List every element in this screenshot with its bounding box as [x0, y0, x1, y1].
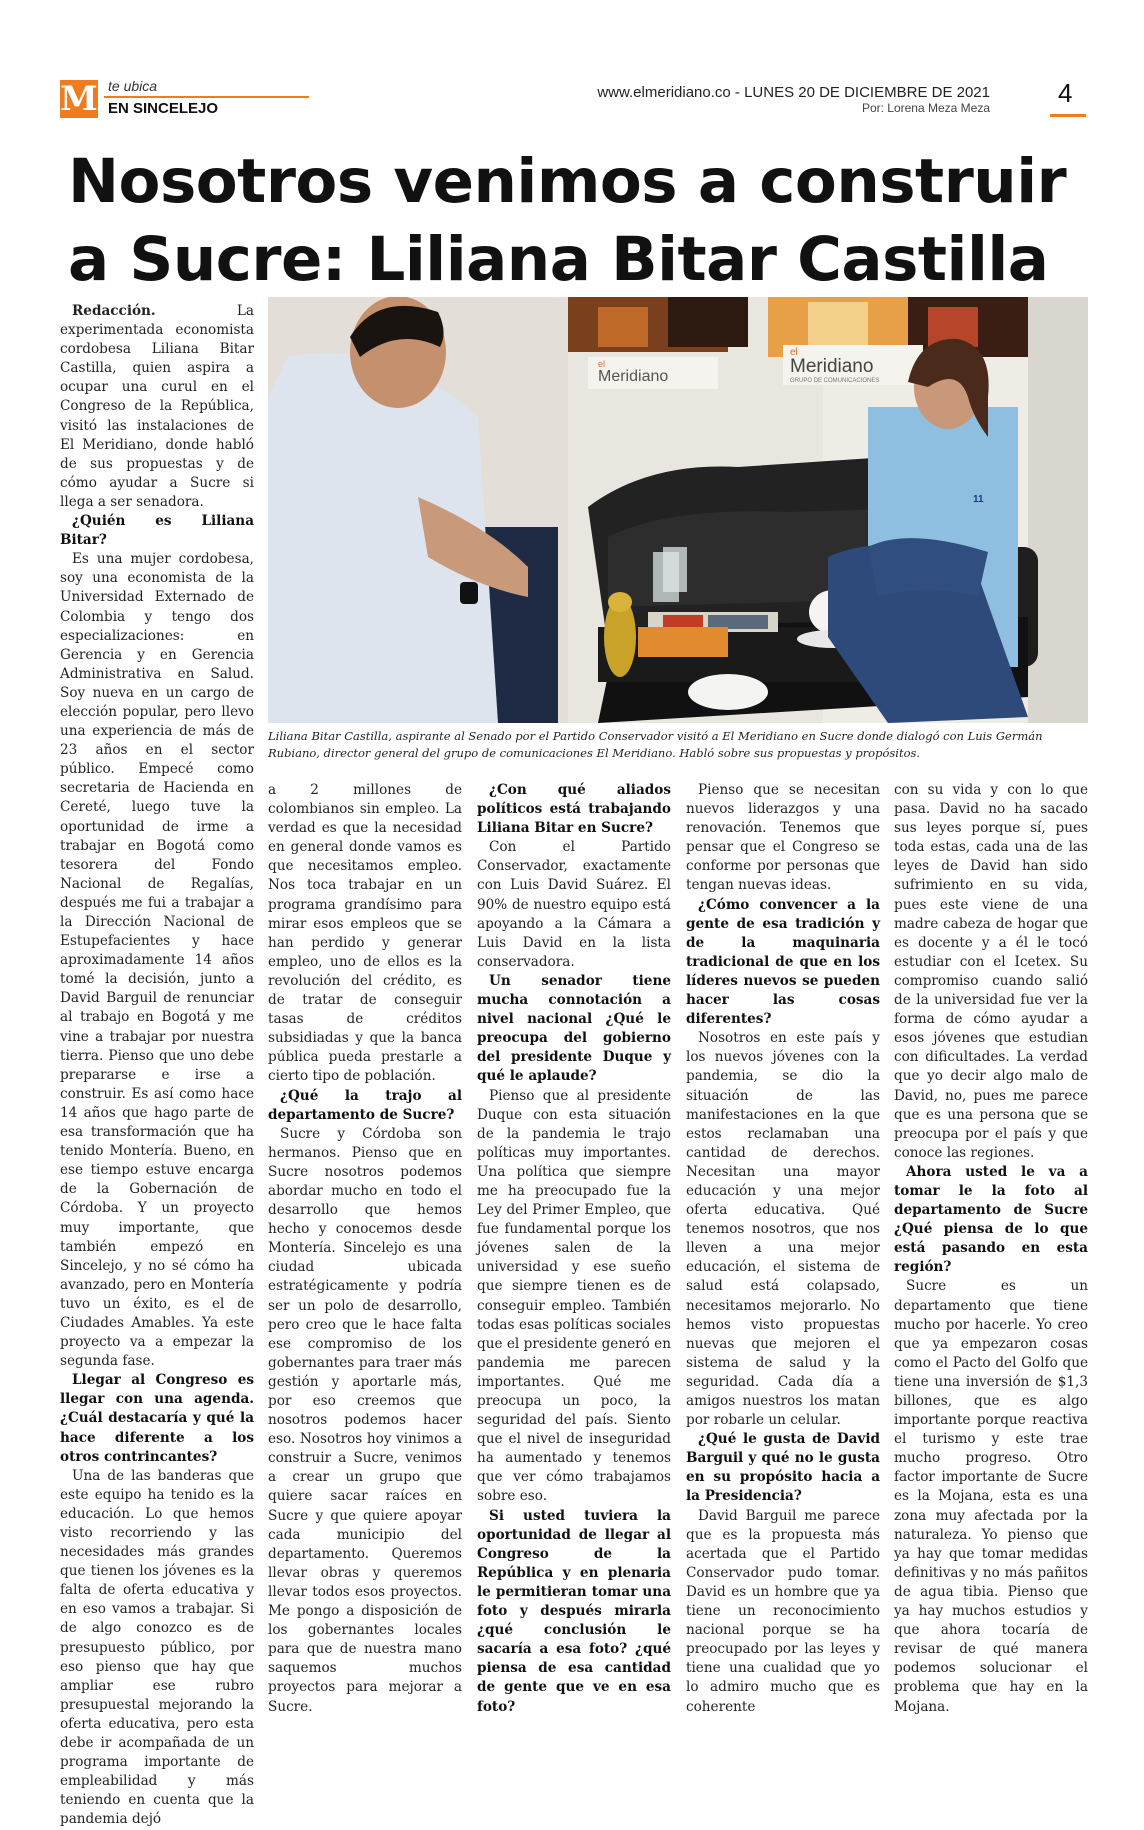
text-column-4 [686, 781, 880, 1717]
sign-right-name: Meridiano [790, 356, 874, 377]
question-3: ¿Qué la trajo al departamento de Sucre? [268, 1087, 462, 1123]
text-column-5 [894, 781, 1088, 1717]
lead-paragraph [60, 302, 254, 512]
section-tagline-top: te ubica [108, 78, 158, 94]
section-tagline-bottom: EN SINCELEJO [108, 100, 219, 117]
answer-3: Sucre y Córdoba son hermanos. Pienso que en Sucre nosotros podemos abordar mucho en todo el desarrollo que hemos hecho y conocemos desde Montería. Sincelejo es una ciudad ubicada estratégicamente y podría ser un polo de desarrollo, pero creo que le hace falta ese compromiso de los gobernantes para traer más gestión y aportarle más, por eso creemos que nosotros podemos hacer eso. Nosotros hoy vinimos a construir a Sucre, venimos a crear un grupo que quiere sacar raíces en Sucre y que quiere apoyar cada municipio del departamento. Queremos llevar obras y queremos llevar todos esos proyectos. Me pongo a disposición de los gobernantes locales para que de nuestra mano saquemos muchos proyectos para mejorar a Sucre. [268, 1125, 462, 1715]
answer-9: Sucre es un departamento que tiene mucho por hacerle. Yo creo que ya empezaron cosas como el Pacto del Golfo que tiene una inversión de $1,3 billones, que es algo importante porque reactiva el turismo y este trae mucho progreso. Otro factor importante de Sucre es la Mojana, esta es una zona muy afectada por la naturaleza. Yo pienso que ya hay que tomar medidas definitivas y no más pañitos de agua tibia. Pienso que ya hay muchos estudios y que ahora tocaría de revisar de qué manera podemos solucionar el problema que hay en la Mojana. [894, 1278, 1088, 1715]
byline: Por: Lorena Meza Meza [861, 101, 990, 115]
answer-5: Pienso que al presidente Duque con esta situación de la pandemia le trajo políticas muy importantes. Una política que siempre me ha preocupado fue la Ley del Primer Empleo, que fue fundamental porque los jóvenes salen de la universidad y ese sueño que siempre tienen es de conseguir empleo. También todas esas políticas sociales que el presidente generó en pandemia me parecen importantes. Qué me preocupa un poco, la seguridad del país. Siento que el nivel de inseguridad ha aumentado y tenemos que ver cómo trabajamos sobre eso. [477, 1087, 671, 1505]
answer-1: Es una mujer cordobesa, soy una economista de la Universidad Externado de Colombia y tengo dos especializaciones: en Gerencia y en Gerencia Administrativa en Salud. Soy nueva en un cargo de elección popular, pero llevo una experiencia de más de 23 años en el sector público. Empecé como secretaria de Hacienda en Cereté, luego tuve la oportunidad de irme a trabajar en Bogotá como tesorera del Fondo Nacional de Regalías, después me fui a trabajar a la Dirección Nacional de Estupefacientes y hace aproximadamente 14 años tomé la decisión, junto a David Barguil de renunciar al trabajo en Bogotá y me vine a trabajar por nuestra tierra. Pienso que uno debe prepararse e irse a construir. Es así como hace 14 años que hago parte de esa transformación que ha tenido Montería. Bueno, en ese tiempo estuve encarga de la Gobernación de Córdoba. Y un proyecto muy importante, que también empezó en Sincelejo, y no sé cómo ha avanzado, pero en Montería tuvo un éxito, es el de Ciudades Amables. Ya este proyecto va a empezar la segunda fase. [60, 551, 254, 1370]
text-column-1 [60, 302, 254, 1830]
page-number-underline [1050, 114, 1086, 117]
question-2: Llegar al Congreso es llegar con una agenda. ¿Cuál destacaría y qué la hace diferente a los otros contrincantes? [60, 1372, 254, 1465]
answer-7: Nosotros en este país y los nuevos jóvenes con la pandemia, se dio la situación de las manifestaciones en la que estos reclamaban una cantidad de derechos. Necesitan una mayor educación y una mejor oferta educativa. Qué tenemos nosotros, que nos lleven a una mejor educación, el sistema de salud está colapsado, necesitamos mejorarlo. No hemos visto propuestas nuevas que mejoren el sistema de salud y la seguridad. Cada día a amigos nuestros los matan por robarle un celular. [686, 1030, 880, 1429]
answer-4: Con el Partido Conservador, exactamente con Luis David Suárez. El 90% de nuestro equipo está apoyando a la Cámara a Luis David en la lista conservadora. [477, 839, 671, 970]
headline-line-1: Nosotros venimos a construir [68, 146, 1067, 217]
newspaper-logo: M [60, 79, 98, 119]
sign-right-prefix: el [790, 347, 798, 358]
answer-8-part-1: David Barguil me parece que es la propuesta más acertada que el Partido Conservador pudo tomar. David es un hombre que ya tiene un reconocimiento nacional porque se ha preocupado por las leyes y tiene una cualidad que yo lo admiro mucho que es coherente [686, 1507, 880, 1715]
question-8: ¿Qué le gusta de David Barguil y qué no le gusta en su propósito hacia a la Presidencia? [686, 1431, 880, 1505]
sign-left-prefix: el [598, 359, 606, 369]
page-header [0, 0, 1144, 130]
article-headline [68, 143, 1088, 299]
text-column-2 [268, 781, 462, 1717]
question-9: Ahora usted le va a tomar le la foto al departamento de Sucre ¿Qué piensa de lo que está pasando en esta región? [894, 1163, 1088, 1276]
question-5: Un senador tiene mucha connotación a nivel nacional ¿Qué le preocupa del gobierno del presidente Duque y qué le aplaude? [477, 972, 671, 1085]
question-7: ¿Cómo convencer a la gente de esa tradición y de la maquinaria tradicional de que en los líderes nuevos se pueden hacer las cosas diferentes? [686, 896, 880, 1028]
question-4: ¿Con qué aliados políticos está trabajando Liliana Bitar en Sucre? [477, 782, 671, 837]
sign-right-sub: GRUPO DE COMUNICACIONES [790, 378, 880, 384]
sign-left-name: Meridiano [598, 368, 669, 385]
question-6: Si usted tuviera la oportunidad de llegar al Congreso de la República y en plenaria le permitieran tomar una foto y después mirarla ¿qué conclusión le sacaría a esa foto? ¿qué piensa de esa cantidad de gente que ve en esa foto? [477, 1507, 671, 1715]
lead-label: Redacción. [72, 303, 156, 319]
answer-6: Pienso que se necesitan nuevos liderazgos y una renovación. Tenemos que pensar que el Congreso se conforme por personas que tengan nuevas ideas. [686, 782, 880, 894]
dateline: www.elmeridiano.co - LUNES 20 DE DICIEMBRE DE 2021 [597, 84, 990, 101]
headline-line-2: a Sucre: Liliana Bitar Castilla [68, 224, 1049, 295]
question-1: ¿Quién es Liliana Bitar? [60, 513, 254, 549]
page-number: 4 [1058, 78, 1073, 108]
text-column-3 [477, 781, 671, 1717]
answer-8-part-2: con su vida y con lo que pasa. David no ha sacado sus leyes porque sí, pues toda estas, cada una de las leyes de David han sido sufrimiento en su vida, pues este viene de una madre cabeza de hogar que es docente y a él le tocó estudiar con el Icetex. Su compromiso cuando salió de la universidad fue ver la forma de cómo ayudar a esos jóvenes que estudian con dificultades. La verdad que yo decir algo malo de David, no, pues me parece que es una persona que se preocupa por el país y que conoce las regiones. [894, 782, 1088, 1161]
photo-caption: Liliana Bitar Castilla, aspirante al Senado por el Partido Conservador visitó a El Meridiano en Sucre donde dialogó con Luis Germán Rubiano, director general del grupo de comunicaciones El Meridiano. Habló sobre sus propuestas y propósitos. [268, 729, 1043, 760]
answer-2-part-1: Una de las banderas que este equipo ha tenido es la educación. Lo que hemos visto recorriendo y las necesidades más grandes que tienen los jóvenes es la falta de oferta educativa y en eso vamos a trabajar. Si de algo conozco es de presupuesto público, por eso pienso que hay que ampliar ese rubro presupuestal mejorando la oferta educativa, pero esta debe ir acompañada de un programa importante de empleabilidad y más teniendo en cuenta que la pandemia dejó [60, 1467, 254, 1828]
shirt-number: 11 [973, 494, 984, 505]
answer-2-part-2: a 2 millones de colombianos sin empleo. La verdad es que la necesidad en general donde vamos es que necesitamos empleo. Nos toca trabajar en un programa grandísimo para mirar esos empleos que se han perdido y generar empleo, uno de ellos es la revolución del crédito, es de tratar de conseguir tasas de créditos subsidiadas y que la banca pública pueda prestarle a cierto tipo de población. [268, 782, 462, 1085]
lead-text: La experimentada economista cordobesa Liliana Bitar Castilla, quien aspira a ocupar una curul en el Congreso de la República, visitó las instalaciones de El Meridiano, donde habló de sus propuestas y de cómo ayudar a Sucre si llega a ser senadora. [60, 303, 254, 510]
section-divider [104, 96, 309, 98]
interview-photo [268, 297, 1088, 723]
